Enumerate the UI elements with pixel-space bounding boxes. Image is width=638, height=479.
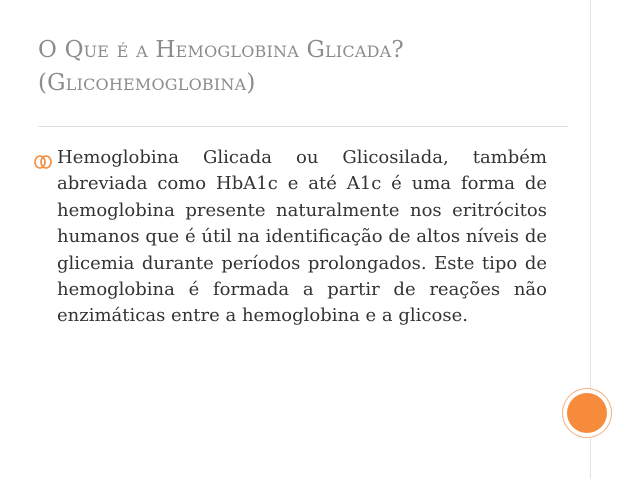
slide-title-line-1: O Que é a Hemoglobina Glicada? bbox=[38, 37, 404, 63]
orange-circle-decoration bbox=[567, 393, 607, 433]
title-divider bbox=[38, 126, 568, 127]
slide-title-line-2: (Glicohemoglobina) bbox=[38, 70, 256, 96]
slide-title bbox=[38, 34, 558, 100]
bullet-text: Hemoglobina Glicada ou Glicosilada, também abreviada como HbA1c e até A1c é uma forma de hemoglobina presente naturalmente nos eritrócitos humanos que é útil na identificação de altos níveis de glicemia durante períodos prolongados. Este tipo de hemoglobina é formada a partir de reações não enzimáticas entre a hemoglobina e a glicose. bbox=[57, 147, 547, 327]
orange-bullet-icon bbox=[34, 154, 56, 170]
